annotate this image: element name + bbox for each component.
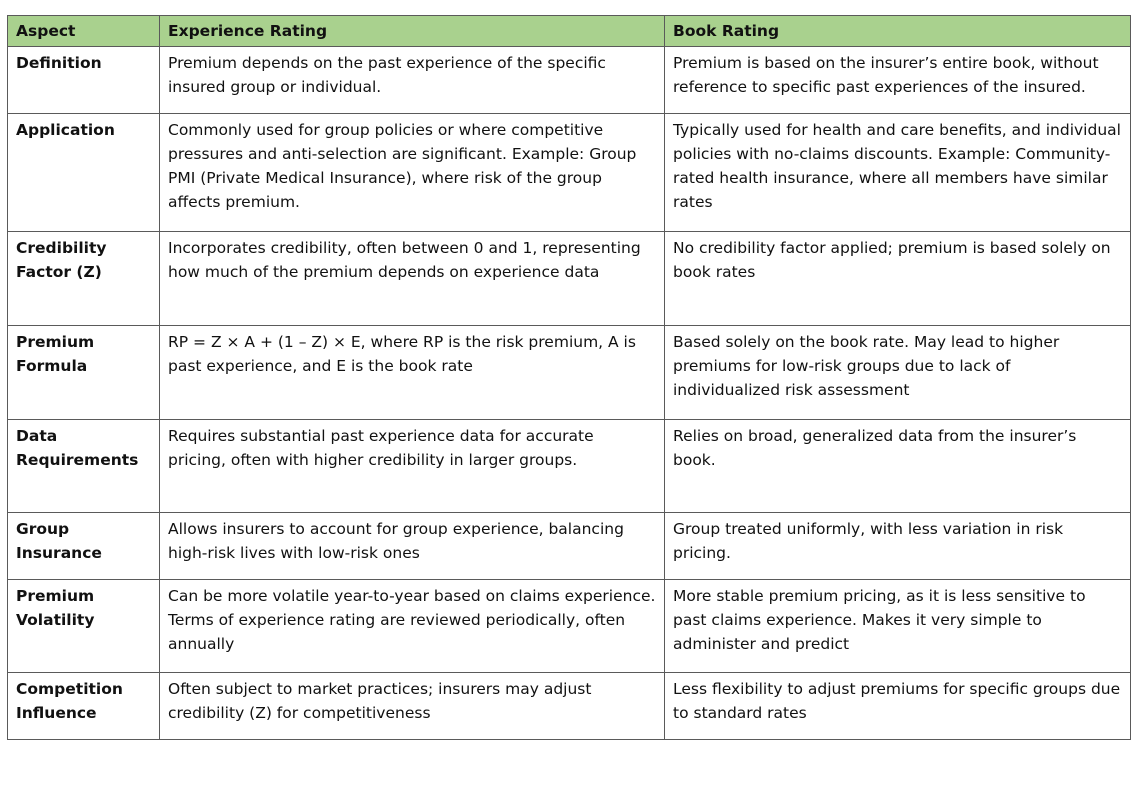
row-book-rating: More stable premium pricing, as it is less sensitive to past claims experience. Makes it very simple to administer and predict xyxy=(665,580,1131,673)
row-aspect: Credibility Factor (Z) xyxy=(8,232,160,326)
row-aspect: Competition Influence xyxy=(8,673,160,740)
row-experience-rating: Can be more volatile year-to-year based on claims experience. Terms of experience rating are reviewed periodically, often annually xyxy=(160,580,665,673)
table-header-row xyxy=(8,16,1131,47)
row-book-rating: Less flexibility to adjust premiums for specific groups due to standard rates xyxy=(665,673,1131,740)
row-experience-rating: Commonly used for group policies or where competitive pressures and anti-selection are significant. Example: Group PMI (Private Medical Insurance), where risk of the group affects premium. xyxy=(160,114,665,232)
table-row xyxy=(8,420,1131,513)
comparison-table xyxy=(7,15,1131,740)
table-row xyxy=(8,673,1131,740)
table-row xyxy=(8,513,1131,580)
row-experience-rating: Often subject to market practices; insurers may adjust credibility (Z) for competitiveness xyxy=(160,673,665,740)
header-aspect: Aspect xyxy=(8,16,160,47)
row-experience-rating: Allows insurers to account for group experience, balancing high-risk lives with low-risk ones xyxy=(160,513,665,580)
row-experience-rating: Requires substantial past experience data for accurate pricing, often with higher credibility in larger groups. xyxy=(160,420,665,513)
header-book-rating: Book Rating xyxy=(665,16,1131,47)
row-book-rating: Relies on broad, generalized data from the insurer’s book. xyxy=(665,420,1131,513)
row-book-rating: No credibility factor applied; premium is based solely on book rates xyxy=(665,232,1131,326)
row-aspect: Application xyxy=(8,114,160,232)
row-book-rating: Typically used for health and care benefits, and individual policies with no-claims discounts. Example: Community-rated health insurance, where all members have similar rates xyxy=(665,114,1131,232)
row-experience-rating: Premium depends on the past experience of the specific insured group or individual. xyxy=(160,47,665,114)
table-row xyxy=(8,326,1131,420)
row-experience-rating: RP = Z × A + (1 – Z) × E, where RP is the risk premium, A is past experience, and E is the book rate xyxy=(160,326,665,420)
row-aspect: Data Requirements xyxy=(8,420,160,513)
row-book-rating: Based solely on the book rate. May lead to higher premiums for low-risk groups due to lack of individualized risk assessment xyxy=(665,326,1131,420)
row-book-rating: Group treated uniformly, with less variation in risk pricing. xyxy=(665,513,1131,580)
row-experience-rating: Incorporates credibility, often between 0 and 1, representing how much of the premium depends on experience data xyxy=(160,232,665,326)
row-book-rating: Premium is based on the insurer’s entire book, without reference to specific past experiences of the insured. xyxy=(665,47,1131,114)
table-row xyxy=(8,232,1131,326)
row-aspect: Premium Formula xyxy=(8,326,160,420)
row-aspect: Group Insurance xyxy=(8,513,160,580)
table-row xyxy=(8,47,1131,114)
row-aspect: Definition xyxy=(8,47,160,114)
comparison-table-container xyxy=(7,15,1130,740)
header-experience-rating: Experience Rating xyxy=(160,16,665,47)
table-row xyxy=(8,580,1131,673)
table-row xyxy=(8,114,1131,232)
row-aspect: Premium Volatility xyxy=(8,580,160,673)
